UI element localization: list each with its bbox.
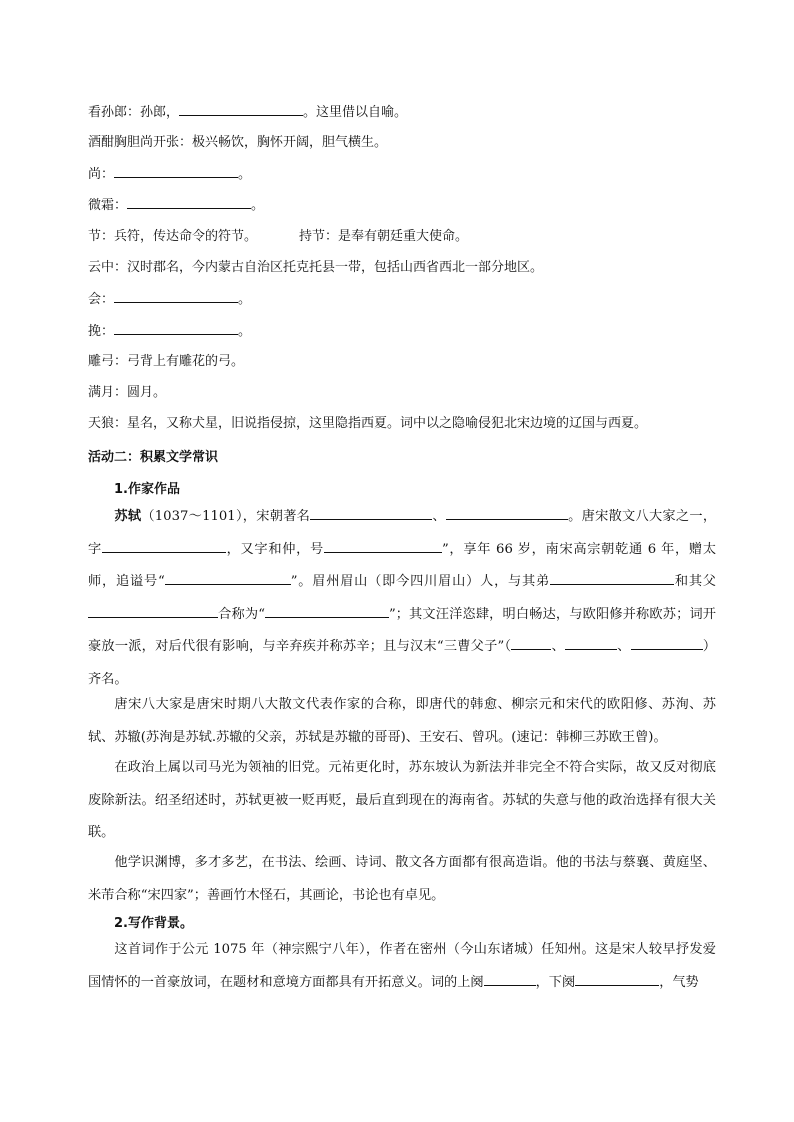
- answer-blank[interactable]: [310, 507, 432, 520]
- gloss-line-8: [88, 322, 251, 341]
- gloss-text: 。这里借以自喻。: [303, 105, 408, 120]
- answer-blank[interactable]: [114, 165, 238, 178]
- answer-blank[interactable]: [446, 507, 568, 520]
- para-text: ”。眉州眉山（即今四川眉山）人，与其弟: [290, 574, 551, 589]
- para-text: ）齐名。: [88, 639, 717, 687]
- gloss-line-4: [88, 196, 264, 215]
- gloss-line-7: [88, 290, 251, 309]
- answer-blank[interactable]: [127, 196, 251, 209]
- section-heading-1: 1.作家作品: [114, 482, 180, 497]
- answer-blank[interactable]: [575, 973, 659, 986]
- para-text: （1037～1101），宋朝著名: [141, 509, 311, 524]
- answer-blank[interactable]: [165, 572, 291, 585]
- answer-blank[interactable]: [265, 605, 389, 618]
- answer-blank[interactable]: [114, 290, 238, 303]
- gloss-text: 。: [238, 292, 252, 307]
- answer-blank[interactable]: [324, 540, 442, 553]
- gloss-text: 看孙郎：孙郎，: [88, 105, 180, 120]
- para-text: 、: [551, 639, 565, 654]
- answer-blank[interactable]: [511, 637, 551, 650]
- answer-blank[interactable]: [565, 637, 617, 650]
- para-text: 合称为“: [218, 606, 265, 622]
- eight-masters-paragraph: 唐宋八大家是唐宋时期八大散文代表作家的合称，即唐代的韩愈、柳宗元和宋代的欧阳修、苏洵、苏轼、苏辙(苏洵是苏轼.苏辙的父亲，苏轼是苏辙的哥哥)、王安石、曾巩。(速记：韩柳三苏欧王曾)。: [88, 697, 716, 745]
- background-paragraph: [88, 934, 716, 999]
- answer-blank[interactable]: [550, 572, 674, 585]
- para-text: ，下阕: [535, 974, 576, 990]
- answer-blank[interactable]: [114, 322, 238, 335]
- gloss-line-10: 满月：圆月。: [88, 385, 167, 400]
- gloss-text: 持节：是奉有朝廷重大使命。: [299, 229, 469, 244]
- para-text: 。唐宋散文八大家之一，字: [88, 509, 717, 557]
- para-text: 这首词作于公元 1075 年（神宗熙宁八年），作者在密州（今山东诸城）任知州。这是宋人较早抒发爱国情怀的一首豪放词，在题材和意境方面都具有开拓意义。词的上阕: [88, 942, 716, 990]
- answer-blank[interactable]: [114, 540, 226, 553]
- arts-paragraph: 他学识渊博，多才多艺，在书法、绘画、诗词、散文各方面都有很高造诣。他的书法与蔡襄、黄庭坚、米芾合称“宋四家”；善画竹木怪石，其画论，书论也有卓见。: [88, 855, 716, 903]
- author-paragraph: [88, 501, 716, 696]
- gloss-text: 微霜：: [88, 198, 128, 213]
- answer-blank[interactable]: [179, 103, 303, 116]
- answer-blank[interactable]: [88, 605, 218, 618]
- answer-blank[interactable]: [631, 637, 703, 650]
- activity-heading: 活动二：积累文学常识: [88, 450, 219, 465]
- para-text: ，又字和仲，号: [225, 541, 324, 557]
- author-name: 苏轼: [114, 509, 142, 524]
- gloss-text: 尚：: [88, 167, 115, 182]
- gloss-line-1: [88, 103, 407, 122]
- gloss-line-6: 云中：汉时郡名，今内蒙古自治区托克托县一带，包括山西省西北一部分地区。: [88, 260, 544, 275]
- politics-paragraph: 在政治上属以司马光为领袖的旧党。元祐更化时，苏东坡认为新法并非完全不符合实际，故又反对彻底废除新法。绍圣绍述时，苏轼更被一贬再贬，最后直到现在的海南省。苏轼的失意与他的政治选择有很大关联。: [88, 760, 716, 840]
- gloss-text: 会：: [88, 292, 115, 307]
- gloss-line-2: 酒酣胸胆尚开张：极兴畅饮，胸怀开阔，胆气横生。: [88, 135, 388, 150]
- answer-blank[interactable]: [484, 973, 536, 986]
- para-text: ”，享年 66 岁，南宋高宗朝乾通 6 年，赠太师，追谥号“: [88, 541, 717, 589]
- gloss-line-11: 天狼：星名，又称犬星，旧说指侵掠，这里隐指西夏。词中以之隐喻侵犯北宋边境的辽国与西夏。: [88, 416, 648, 431]
- gloss-line-3: [88, 165, 251, 184]
- gloss-line-9: 雕弓：弓背上有雕花的弓。: [88, 354, 245, 369]
- gloss-text: 。: [238, 167, 252, 182]
- para-text: 和其父: [674, 574, 716, 589]
- gloss-text: 。: [251, 198, 265, 213]
- para-text: 、: [432, 509, 446, 524]
- gloss-text: 。: [238, 324, 252, 339]
- gloss-text: 节：兵符，传达命令的符节。: [88, 229, 258, 244]
- gloss-text: 挽：: [88, 324, 115, 339]
- para-text: 、: [616, 639, 631, 654]
- para-text: ”；其文汪洋恣肆，明白畅达，与欧阳修并称欧苏；词开豪放一派，对后代很有影响，与辛弃疾并称苏辛；且与汉末“三曹父子”（: [88, 606, 716, 654]
- para-text: ，气势: [659, 974, 699, 990]
- gloss-line-5: [88, 228, 468, 246]
- section-heading-2: 2.写作背景。: [114, 916, 193, 931]
